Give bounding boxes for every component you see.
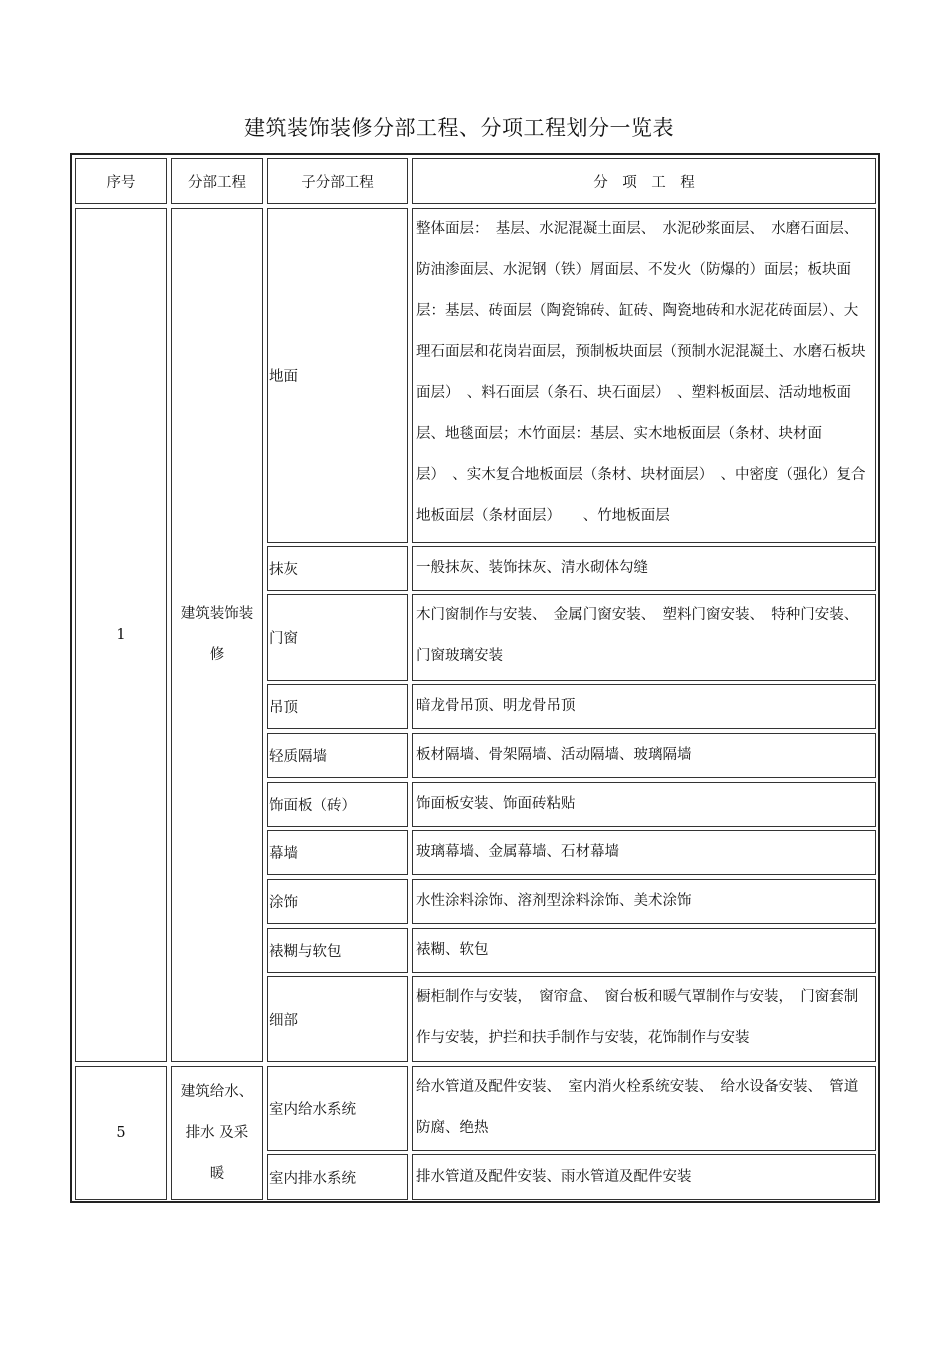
sub-plaster: 抹灰: [267, 546, 408, 591]
items-doors-windows: 木门窗制作与安装、 金属门窗安装、 塑料门窗安装、 特种门安装、门窗玻璃安装: [412, 594, 876, 681]
header-division: 分部工程: [171, 158, 263, 204]
sub-ceiling: 吊顶: [267, 684, 408, 729]
sub-doors-windows: 门窗: [267, 594, 408, 681]
group-1-seq: 1: [75, 208, 167, 1062]
items-details: 橱柜制作与安装， 窗帘盒、 窗台板和暖气罩制作与安装， 门窗套制作与安装，护拦和扶手制作与安装，花饰制作与安装: [412, 976, 876, 1062]
items-floor: 整体面层： 基层、水泥混凝土面层、 水泥砂浆面层、 水磨石面层、防油渗面层、水泥钢（铁）屑面层、不发火（防爆的）面层；板块面层：基层、砖面层（陶瓷锦砖、缸砖、陶瓷地砖和水泥花砖面层）、大理石面层和花岗岩面层，预制板块面层（预制水泥混凝土、水磨石板块面层） 、料石面层（条石、块石面层） 、塑料板面层、活动地板面层、地毯面层；木竹面层：基层、实木地板面层（条材、块材面层） 、实木复合地板面层（条材、块材面层） 、中密度（强化）复合地板面层（条材面层） 、竹地板面层: [412, 208, 876, 543]
items-partition: 板材隔墙、骨架隔墙、活动隔墙、玻璃隔墙: [412, 733, 876, 778]
items-facing: 饰面板安装、饰面砖粘贴: [412, 782, 876, 827]
sub-curtain-wall: 幕墙: [267, 830, 408, 875]
group-5-division-line3: 暖: [209, 1165, 225, 1182]
sub-drainage: 室内排水系统: [267, 1154, 408, 1200]
items-wallpaper: 裱糊、软包: [412, 928, 876, 973]
items-drainage: 排水管道及配件安装、雨水管道及配件安装: [412, 1154, 876, 1200]
group-5-division: [171, 1066, 263, 1200]
group-5-division-line1: 建筑给水、: [180, 1083, 254, 1100]
sub-wallpaper: 裱糊与软包: [267, 928, 408, 973]
items-coating: 水性涂料涂饰、溶剂型涂料涂饰、美术涂饰: [412, 879, 876, 924]
header-seq: 序号: [75, 158, 167, 204]
items-plaster: 一般抹灰、装饰抹灰、清水砌体勾缝: [412, 546, 876, 591]
items-ceiling: 暗龙骨吊顶、明龙骨吊顶: [412, 684, 876, 729]
header-subdivision: 子分部工程: [267, 158, 408, 204]
sub-coating: 涂饰: [267, 879, 408, 924]
items-curtain-wall: 玻璃幕墙、金属幕墙、石材幕墙: [412, 830, 876, 875]
sub-partition: 轻质隔墙: [267, 733, 408, 778]
sub-facing: 饰面板（砖）: [267, 782, 408, 827]
group-1-division: [171, 208, 263, 1062]
group-1-division-line1: 建筑装饰装: [180, 606, 254, 622]
items-water-supply: 给水管道及配件安装、 室内消火栓系统安装、 给水设备安装、 管道防腐、绝热: [412, 1066, 876, 1151]
division-table: [70, 153, 880, 1203]
page-title: 建筑装饰装修分部工程、分项工程划分一览表: [244, 116, 674, 140]
group-1-division-line2: 修: [209, 647, 225, 663]
sub-water-supply: 室内给水系统: [267, 1066, 408, 1151]
header-items: 分 项 工 程: [412, 158, 876, 204]
group-5-seq: 5: [75, 1066, 167, 1200]
sub-floor: 地面: [267, 208, 408, 543]
sub-details: 细部: [267, 976, 408, 1062]
group-5-division-line2: 排水 及采: [185, 1124, 249, 1141]
